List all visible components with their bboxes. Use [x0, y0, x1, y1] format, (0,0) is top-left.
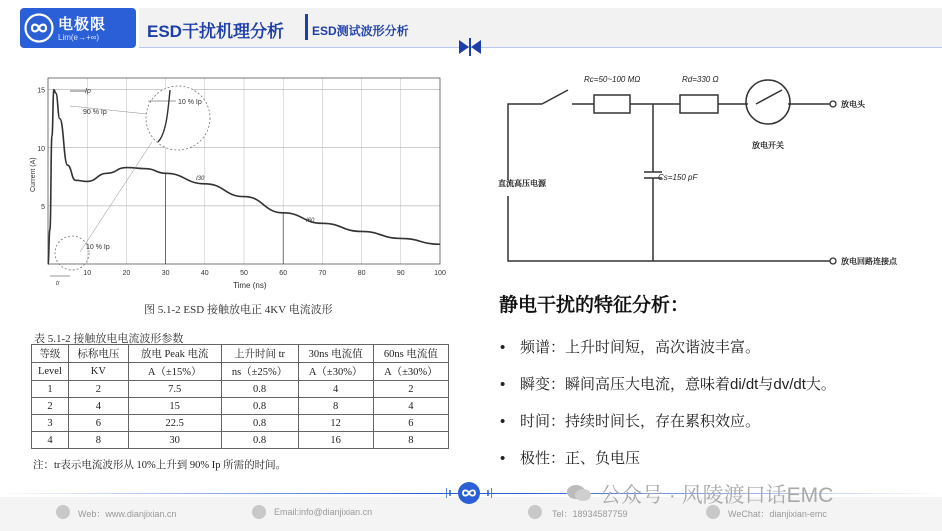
table-cell: 8: [298, 398, 373, 415]
watermark-text: 公众号 · 风陵渡口话EMC: [600, 484, 834, 507]
footer-wechat: WeChat：dianjixian-emc: [728, 509, 827, 519]
esd-generator-circuit-diagram: [498, 68, 908, 273]
x-tick-label: 80: [357, 270, 366, 277]
return-terminal: [830, 258, 836, 264]
table-cell: 16: [298, 432, 373, 449]
table-header-row: [32, 363, 449, 381]
x-tick-label: 20: [122, 270, 131, 277]
wechat-watermark-icon: [566, 483, 592, 503]
table-cell: 3: [32, 415, 69, 432]
header: [0, 0, 942, 62]
parameter-table: [31, 344, 449, 449]
header-cell: KV: [68, 363, 128, 381]
x-tick-label: 70: [318, 270, 327, 277]
footer-infinity-icon: [446, 480, 492, 506]
header-cell: A（±15%）: [128, 363, 221, 381]
ip90-label: 90 % Ip: [83, 109, 107, 116]
header-cell: 等级: [32, 345, 69, 363]
table-cell: 22.5: [128, 415, 221, 432]
y-tick-label: 15: [37, 87, 45, 95]
zoom-circle-peak: [146, 86, 210, 150]
return-point-label: 放电回路连接点: [841, 257, 897, 266]
chart-grid: [48, 78, 440, 264]
bowtie-nav-icon: [458, 38, 482, 56]
zoom-circle-start: [55, 236, 89, 270]
table-cell: 15: [128, 398, 221, 415]
bullet-text: 频谱：上升时间短，高次谐波丰富。: [520, 339, 761, 356]
mail-icon: [252, 505, 266, 519]
header-cell: Level: [32, 363, 69, 381]
header-underline: [139, 47, 942, 48]
logo[interactable]: [20, 8, 136, 48]
header-cell: 上升时间 tr: [221, 345, 298, 363]
dc-source-label: 直流高压电源: [498, 179, 546, 188]
table-row: [32, 415, 449, 432]
y-tick-labels: [37, 88, 45, 211]
bullet-text: 瞬变：瞬间高压大电流，意味着di/dt与dv/dt大。: [520, 376, 836, 393]
discharge-switch-blade: [756, 90, 782, 104]
x-tick-label: 40: [200, 270, 209, 277]
phone-icon: [528, 505, 542, 519]
analysis-bullet: • 极性：正、负电压: [500, 450, 641, 467]
table-cell: 2: [373, 381, 448, 398]
footer-tel: Tel：18934587759: [552, 509, 628, 519]
table-cell: 8: [373, 432, 448, 449]
table-cell: 8: [68, 432, 128, 449]
table-cell: 30: [128, 432, 221, 449]
table-cell: 2: [68, 381, 128, 398]
x-tick-label: 50: [240, 270, 248, 277]
x-tick-label: 90: [396, 270, 405, 277]
electrode-terminal: [830, 101, 836, 107]
electrode-label: 放电头: [841, 100, 865, 109]
header-cell: 放电 Peak 电流: [128, 345, 221, 363]
table-cell: 7.5: [128, 381, 221, 398]
discharge-switch-label: 放电开关: [752, 141, 784, 150]
header-cell: A（±30%）: [373, 363, 448, 381]
footer-web[interactable]: Web：www.dianjixian.cn: [78, 509, 177, 519]
header-cell: 标称电压: [68, 345, 128, 363]
y-tick-label: 5: [41, 203, 45, 211]
header-cell: 60ns 电流值: [373, 345, 448, 363]
header-cell: A（±30%）: [298, 363, 373, 381]
table-cell: 0.8: [221, 381, 298, 398]
x-tick-label: 10: [83, 270, 92, 277]
page-title: ESD干扰机理分析: [147, 22, 284, 41]
x-tick-label: 100: [434, 270, 446, 277]
logo-brand-name: 电极限: [58, 16, 107, 33]
infinity-logo-icon: [24, 13, 54, 43]
x-tick-label: 30: [161, 270, 170, 277]
y-axis-label: Current (A): [30, 157, 37, 192]
table-cell: 6: [68, 415, 128, 432]
bullet-text: 时间：持续时间长，存在累积效应。: [520, 413, 761, 430]
table-row: [32, 432, 449, 449]
table-cell: 4: [68, 398, 128, 415]
analysis-bullet: • 频谱：上升时间短，高次谐波丰富。: [500, 339, 761, 356]
logo-tagline: Lim(e→+∞): [58, 33, 100, 42]
charge-switch-blade: [542, 90, 568, 104]
rc-resistor: [594, 95, 630, 113]
analysis-heading: 静电干扰的特征分析：: [499, 295, 690, 316]
table-cell: 12: [298, 415, 373, 432]
zoom-leader-upper: [70, 106, 147, 114]
x-tick-labels: [83, 270, 446, 277]
table-cell: 4: [373, 398, 448, 415]
analysis-bullet: • 时间：持续时间长，存在累积效应。: [500, 413, 761, 430]
table-cell: 0.8: [221, 398, 298, 415]
table-cell: 1: [32, 381, 69, 398]
source-left-wire: [508, 104, 542, 180]
title-divider: [305, 14, 308, 40]
x-axis-label: Time (ns): [233, 281, 267, 290]
ip10-label: 10 % Ip: [86, 244, 110, 251]
rd-label: Rd=330 Ω: [682, 75, 719, 84]
ip-label: Ip: [85, 88, 91, 95]
bullet-text: 极性：正、负电压: [520, 450, 641, 467]
zoom-leader-lower: [80, 142, 152, 252]
analysis-bullet: • 瞬变：瞬间高压大电流，意味着di/dt与dv/dt大。: [500, 376, 836, 393]
tr-label: tr: [56, 281, 60, 287]
table-caption: 表 5.1-2 接触放电电流波形参数: [34, 333, 184, 345]
rc-label: Rc=50~100 MΩ: [584, 75, 641, 84]
table-cell: 0.8: [221, 432, 298, 449]
table-cell: 4: [298, 381, 373, 398]
discharge-switch-circle: [746, 80, 790, 124]
cs-label: Cs=150 pF: [658, 173, 698, 182]
zoom-ip10-label: 10 % Ip: [178, 99, 202, 106]
header-cell: ns（±25%）: [221, 363, 298, 381]
table-cell: 2: [32, 398, 69, 415]
waveform-caption: 图 5.1-2 ESD 接触放电正 4KV 电流波形: [144, 304, 333, 316]
i30-label: I30: [196, 176, 205, 182]
page-subtitle: ESD测试波形分析: [312, 24, 409, 38]
table-cell: 6: [373, 415, 448, 432]
return-wire: [508, 196, 830, 261]
i60-label: I60: [306, 218, 315, 224]
table-cell: 0.8: [221, 415, 298, 432]
esd-current-waveform-chart: [28, 72, 448, 294]
table-row: [32, 381, 449, 398]
table-cell: 4: [32, 432, 69, 449]
table-header-row: [32, 345, 449, 363]
table-footnote: 注：tr表示电流波形从 10%上升到 90% Ip 所需的时间。: [33, 460, 287, 471]
header-cell: 30ns 电流值: [298, 345, 373, 363]
table-row: [32, 398, 449, 415]
x-tick-label: 60: [279, 270, 288, 277]
footer-email[interactable]: Email:info@dianjixian.cn: [274, 507, 373, 517]
globe-icon: [56, 505, 70, 519]
rd-resistor: [680, 95, 718, 113]
y-tick-label: 10: [37, 145, 45, 153]
